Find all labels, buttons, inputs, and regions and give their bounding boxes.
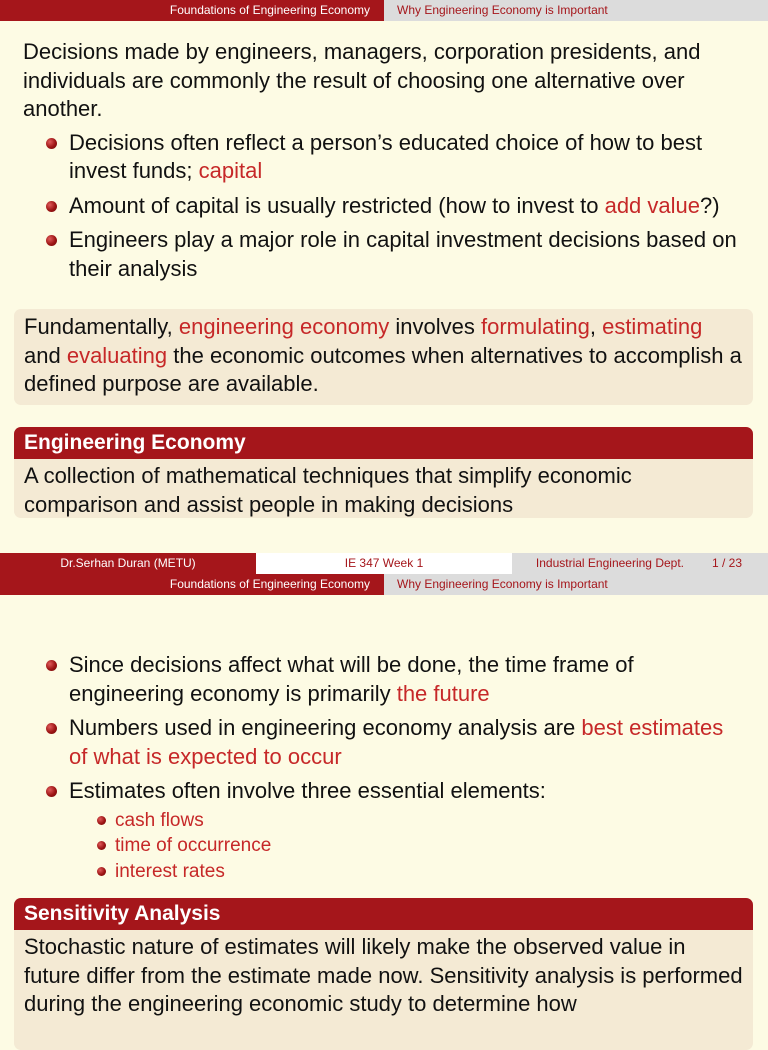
bullet-icon xyxy=(46,235,57,246)
sub-list-item xyxy=(23,808,743,834)
definition-highlight: formulating xyxy=(481,314,590,339)
bullet-icon xyxy=(46,786,57,797)
slide2-content xyxy=(23,651,743,884)
nav-section-link[interactable]: Foundations of Engineering Economy xyxy=(0,574,384,595)
footer-page-number: 1 / 23 xyxy=(712,556,743,570)
bullet-icon xyxy=(46,660,57,671)
block-body: A collection of mathematical techniques that simplify economic comparison and assist people in making decisions xyxy=(14,459,753,518)
sub-bullet-icon xyxy=(97,841,106,850)
list-item xyxy=(23,651,743,708)
list-item xyxy=(23,129,743,186)
definition-text: the economic outcomes when alternatives to accomplish a defined purpose are available. xyxy=(24,342,742,396)
bullet-highlight: add value xyxy=(604,192,700,218)
nav-subsection-link[interactable]: Why Engineering Economy is Important xyxy=(384,0,768,21)
definition-text: , xyxy=(589,314,603,339)
definition-box xyxy=(14,309,753,405)
list-item xyxy=(23,777,743,806)
slide2-bullet-list xyxy=(23,651,743,806)
list-item xyxy=(23,714,743,771)
sub-bullet-icon xyxy=(97,867,106,876)
footer-bar xyxy=(0,553,768,574)
bullet-highlight: best estimates of what is expected to occur xyxy=(69,715,724,769)
bullet-text: Engineers play a major role in capital investment decisions based on their analysis xyxy=(69,227,737,281)
sub-bullet-text: cash flows xyxy=(115,809,204,831)
bullet-text-end: ?) xyxy=(700,192,720,218)
bullet-text: Amount of capital is usually restricted (how to invest to xyxy=(69,192,605,218)
header-navbar-second xyxy=(0,574,768,595)
list-item xyxy=(23,226,743,283)
sub-list-item xyxy=(23,833,743,859)
bullet-highlight: capital xyxy=(198,158,263,183)
slide1-bullet-list xyxy=(23,129,743,284)
sensitivity-analysis-block xyxy=(14,898,753,1050)
sub-bullet-text: interest rates xyxy=(115,860,225,882)
definition-highlight: evaluating xyxy=(66,342,168,368)
slide1-intro-paragraph: Decisions made by engineers, managers, corporation presidents, and individuals are commonly the result of choosing one alternative over another. xyxy=(23,39,701,121)
block-title: Engineering Economy xyxy=(14,427,753,459)
bullet-text: Since decisions affect what will be done, the time frame of engineering economy is primarily xyxy=(69,652,634,706)
slide2-sub-list xyxy=(23,808,743,885)
footer-dept: Industrial Engineering Dept. xyxy=(535,556,684,570)
footer-course: IE 347 Week 1 xyxy=(256,553,512,574)
footer-dept-page xyxy=(512,553,768,574)
block-title: Sensitivity Analysis xyxy=(14,898,753,930)
bullet-icon xyxy=(46,723,57,734)
slide1-content xyxy=(23,38,743,283)
header-navbar-top xyxy=(0,0,768,21)
sub-list-item xyxy=(23,859,743,885)
footer-author: Dr.Serhan Duran (METU) xyxy=(0,553,256,574)
sub-bullet-text: time of occurrence xyxy=(115,835,272,856)
bullet-highlight: the future xyxy=(396,680,490,706)
bullet-icon xyxy=(46,201,57,212)
definition-highlight: estimating xyxy=(602,314,703,339)
bullet-text: Numbers used in engineering economy analysis are xyxy=(69,715,582,740)
nav-section-link[interactable]: Foundations of Engineering Economy xyxy=(0,0,384,21)
sub-bullet-icon xyxy=(97,816,106,825)
bullet-icon xyxy=(46,138,57,149)
definition-text: involves xyxy=(389,314,481,339)
nav-subsection-link[interactable]: Why Engineering Economy is Important xyxy=(384,574,768,595)
definition-text: Fundamentally, xyxy=(24,314,179,339)
bullet-text: Estimates often involve three essential elements: xyxy=(69,778,546,803)
engineering-economy-block xyxy=(14,427,753,518)
block-body: Stochastic nature of estimates will likely make the observed value in future differ from the estimate made now. Sensitivity analysis is performed during the engineering economic study to determine how xyxy=(14,930,753,1050)
bullet-text: Decisions often reflect a person’s educated choice of how to best invest funds; xyxy=(69,129,703,183)
definition-highlight: engineering economy xyxy=(178,314,390,339)
list-item xyxy=(23,192,743,221)
definition-text: and xyxy=(24,342,67,368)
